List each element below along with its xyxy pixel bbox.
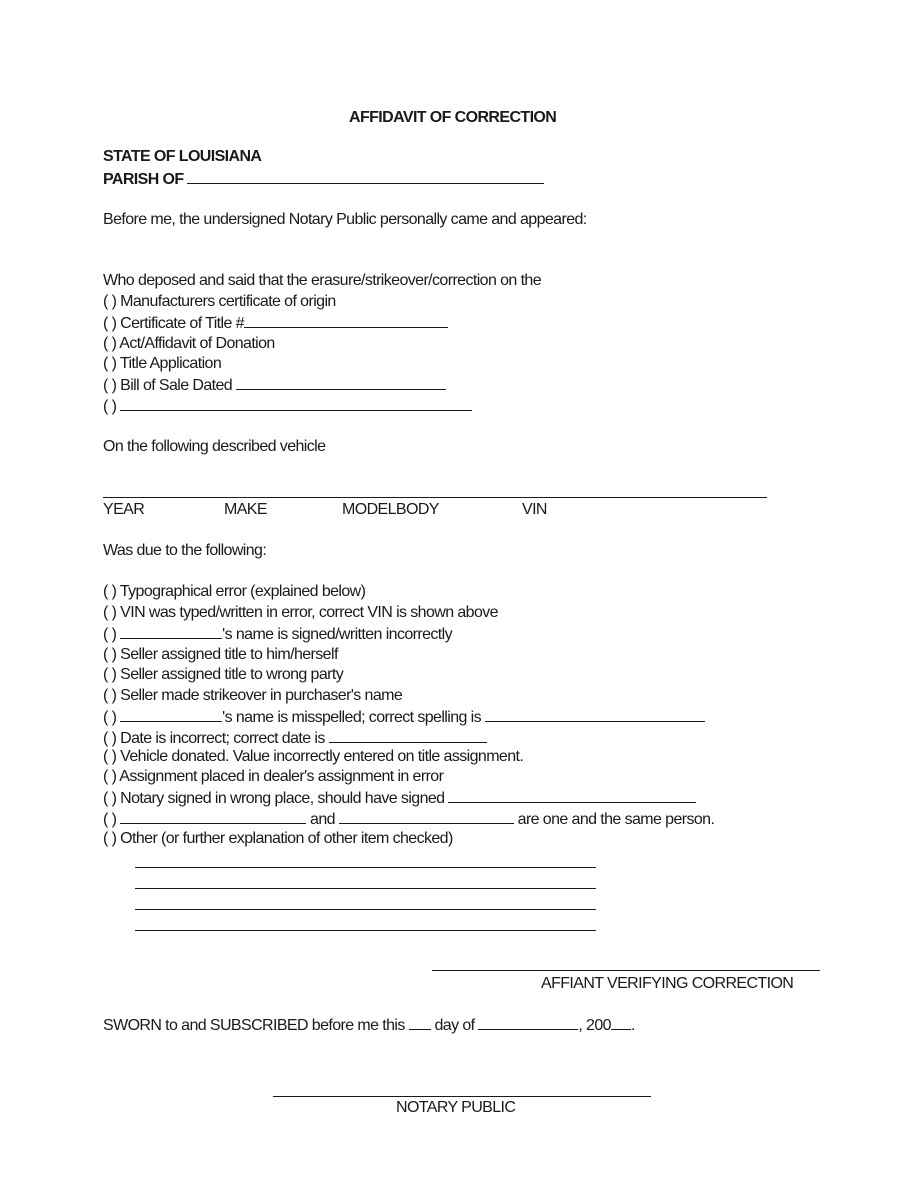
vehicle-statement: On the following described vehicle [103,438,326,455]
intro-statement: Before me, the undersigned Notary Public personally came and appeared: [103,211,587,228]
doc-option-3: ( ) Act/Affidavit of Donation [103,335,275,352]
correct-date-blank[interactable] [329,728,487,743]
reason-option-5: ( ) Seller assigned title to wrong party [103,666,344,683]
misspelled-name-blank[interactable] [120,707,222,722]
reason-option-6: ( ) Seller made strikeover in purchaser's name [103,687,403,704]
reason-option-2: ( ) VIN was typed/written in error, correct VIN is shown above [103,604,498,621]
reason-option-13: ( ) Other (or further explanation of other item checked) [103,830,453,847]
same-person-blank-2[interactable] [339,809,514,824]
doc-option-4: ( ) Title Application [103,355,222,372]
doc-option-5: ( ) Bill of Sale Dated [103,375,446,396]
parish-blank[interactable] [187,169,544,184]
reason-option-9: ( ) Vehicle donated. Value incorrectly entered on title assignment. [103,748,524,765]
sworn-month-blank[interactable] [478,1015,578,1030]
reason-option-11: ( ) Notary signed in wrong place, should have signed [103,788,696,809]
doc-option-6: ( ) [103,396,472,417]
vehicle-label-year: YEAR [103,501,145,518]
affiant-label: AFFIANT VERIFYING CORRECTION [541,975,794,992]
explanation-line-2[interactable] [135,888,596,889]
sworn-year-blank[interactable] [611,1015,631,1030]
title-number-blank[interactable] [244,313,448,328]
reason-option-1: ( ) Typographical error (explained below) [103,583,366,600]
reason-option-7: ( ) 's name is misspelled; correct spelling is [103,707,705,728]
explanation-line-1[interactable] [135,867,596,868]
vehicle-label-make: MAKE [224,501,267,518]
explanation-line-4[interactable] [135,930,596,931]
same-person-blank-1[interactable] [120,809,306,824]
doc-option-2: ( ) Certificate of Title # [103,313,448,334]
name-signed-blank[interactable] [120,624,222,639]
sworn-day-blank[interactable] [409,1015,431,1030]
bill-of-sale-date-blank[interactable] [236,375,446,390]
vehicle-info-line[interactable] [103,497,767,498]
explanation-line-3[interactable] [135,909,596,910]
correct-spelling-blank[interactable] [485,707,705,722]
reason-option-10: ( ) Assignment placed in dealer's assignment in error [103,768,444,785]
reason-option-4: ( ) Seller assigned title to him/herself [103,646,338,663]
doc-option-1: ( ) Manufacturers certificate of origin [103,293,336,310]
vehicle-label-vin: VIN [522,501,547,518]
state-line: STATE OF LOUISIANA [103,148,262,165]
notary-label: NOTARY PUBLIC [396,1099,516,1116]
vehicle-label-modelbody: MODELBODY [342,501,439,518]
deposed-statement: Who deposed and said that the erasure/strikeover/correction on the [103,272,542,289]
sworn-statement: SWORN to and SUBSCRIBED before me this day of , 200 . [103,1017,635,1034]
affiant-signature-line[interactable] [432,970,820,971]
other-document-blank[interactable] [120,396,472,411]
document-title: AFFIDAVIT OF CORRECTION [349,109,557,126]
should-have-signed-blank[interactable] [448,788,696,803]
reason-option-3: ( ) 's name is signed/written incorrectly [103,626,452,643]
parish-line: PARISH OF [103,169,544,190]
reason-option-8: ( ) Date is incorrect; correct date is [103,728,487,749]
reason-statement: Was due to the following: [103,542,267,559]
notary-signature-line[interactable] [273,1096,651,1097]
reason-option-12: ( ) and are one and the same person. [103,811,715,828]
